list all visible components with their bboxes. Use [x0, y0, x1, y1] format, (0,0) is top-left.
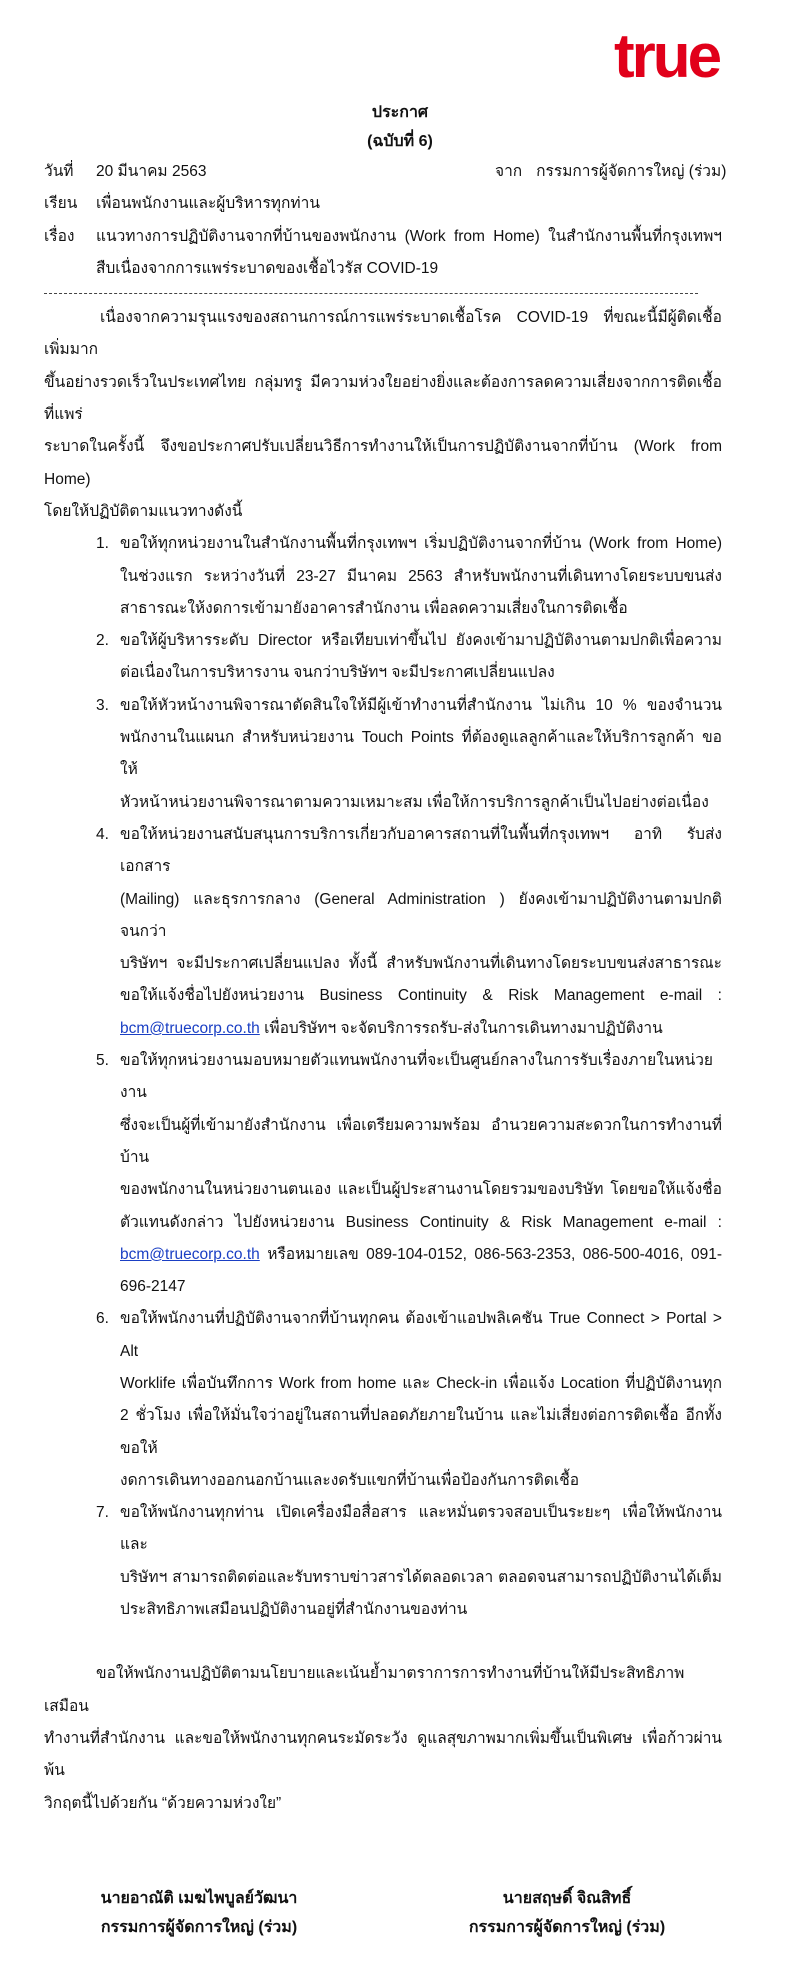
item-line: ขอให้พนักงานที่ปฏิบัติงานจากที่บ้านทุกคน ต้องเข้าแอปพลิเคชัน True Connect > Portal > Alt — [120, 1310, 722, 1360]
item-line: (Mailing) และธุรการกลาง (General Administration ) ยังคงเข้ามาปฏิบัติงานตามปกติ จนกว่า — [120, 890, 722, 940]
item-line: ในช่วงแรก ระหว่างวันที่ 23-27 มีนาคม 2563 สำหรับพนักงานที่เดินทางโดยระบบขนส่ง — [120, 567, 722, 585]
email-link[interactable]: bcm@truecorp.co.th — [120, 1019, 260, 1037]
intro-line: ระบาดในครั้งนี้ จึงขอประกาศปรับเปลี่ยนวิธีการทำงานให้เป็นการปฏิบัติงานจากที่บ้าน (Work from Home) — [44, 438, 722, 488]
to-row — [44, 188, 722, 220]
item-line: Worklife เพื่อบันทึกการ Work from home และ Check-in เพื่อแจ้ง Location ที่ปฏิบัติงานทุก — [120, 1374, 722, 1392]
closing-line: ทำงานที่สำนักงาน และขอให้พนักงานทุกคนระมัดระวัง ดูแลสุขภาพมากเพิ่มขึ้นเป็นพิเศษ เพื่อก้าวผ่านพ้น — [44, 1729, 722, 1780]
list-item — [96, 819, 722, 1045]
item-line — [120, 1013, 722, 1045]
subject-line: สืบเนื่องจากการแพร่ระบาดของเชื้อไวรัส COVID-19 — [96, 259, 439, 277]
item-line: ขอให้พนักงานทุกท่าน เปิดเครื่องมือสื่อสาร และหมั่นตรวจสอบเป็นระยะๆ เพื่อให้พนักงานและ — [120, 1504, 722, 1554]
list-item — [96, 690, 722, 819]
intro-paragraph — [44, 302, 722, 528]
subject-row — [44, 221, 722, 286]
item-line: สาธารณะให้งดการเข้ามายังอาคารสำนักงาน เพื่อลดความเสี่ยงในการติดเชื้อ — [120, 599, 628, 617]
signatory-name: นายอาณัติ เมฆไพบูลย์วัฒนา — [100, 1889, 298, 1907]
signatures — [44, 1884, 722, 1942]
item-line: ขอให้ผู้บริหารระดับ Director หรือเทียบเท่าขึ้นไป ยังคงเข้ามาปฏิบัติงานตามปกติเพื่อความ — [120, 632, 722, 650]
item-number: 7. — [96, 1504, 109, 1522]
item-line: ต่อเนื่องในการบริหารงาน จนกว่าบริษัทฯ จะมีประกาศเปลี่ยนแปลง — [120, 664, 555, 682]
item-number: 5. — [96, 1052, 109, 1070]
date-value: 20 มีนาคม 2563 — [96, 163, 207, 180]
signature-block-2 — [412, 1884, 722, 1942]
list-item — [96, 1303, 722, 1497]
date-label: วันที่ — [44, 163, 74, 180]
signature-block-1 — [44, 1884, 354, 1942]
item-number: 3. — [96, 696, 109, 714]
item-line: ขอให้ทุกหน่วยงานในสำนักงานพื้นที่กรุงเทพฯ เริ่มปฏิบัติงานจากที่บ้าน (Work from Home) — [120, 535, 722, 553]
true-logo: true — [614, 22, 720, 91]
email-link[interactable]: bcm@truecorp.co.th — [120, 1245, 260, 1263]
item-line: ขอให้แจ้งชื่อไปยังหน่วยงาน Business Continuity & Risk Management e-mail : — [120, 987, 722, 1005]
to-value: เพื่อนพนักงานและผู้บริหารทุกท่าน — [96, 195, 320, 213]
signatory-title: กรรมการผู้จัดการใหญ่ (ร่วม) — [468, 1918, 666, 1936]
item-number: 2. — [96, 632, 109, 650]
numbered-list — [44, 528, 722, 1626]
item-text: เพื่อบริษัทฯ จะจัดบริการรถรับ-ส่งในการเดินทางมาปฏิบัติงาน — [259, 1019, 663, 1037]
list-item — [96, 528, 722, 625]
subject-line: แนวทางการปฏิบัติงานจากที่บ้านของพนักงาน (Work from Home) ในสำนักงานพื้นที่กรุงเทพฯ — [96, 227, 722, 245]
from-value: กรรมการผู้จัดการใหญ่ (ร่วม) — [536, 163, 727, 180]
from-group — [495, 156, 726, 188]
item-line: ขอให้ทุกหน่วยงานมอบหมายตัวแทนพนักงานที่จะเป็นศูนย์กลางในการรับเรื่องภายในหน่วยงาน — [120, 1052, 714, 1102]
intro-line: โดยให้ปฏิบัติตามแนวทางดังนี้ — [44, 502, 243, 520]
date-row — [44, 156, 727, 188]
item-line: งดการเดินทางออกนอกบ้านและงดรับแขกที่บ้านเพื่อป้องกันการติดเชื้อ — [120, 1471, 580, 1489]
from-label: จาก — [495, 163, 523, 180]
list-item — [96, 1497, 722, 1626]
intro-line: เนื่องจากความรุนแรงของสถานการณ์การแพร่ระบาดเชื้อโรค COVID-19 ที่ขณะนี้มีผู้ติดเชื้อเพิ่มมาก — [44, 309, 722, 359]
page-title: ประกาศ — [371, 104, 429, 121]
item-line — [120, 1239, 722, 1271]
to-label: เรียน — [44, 195, 78, 213]
closing-line: ขอให้พนักงานปฏิบัติตามนโยบายและเน้นย้ำมาตราการการทำงานที่บ้านให้มีประสิทธิภาพเสมือน — [44, 1665, 685, 1715]
item-line: บริษัทฯ จะมีประกาศเปลี่ยนแปลง ทั้งนี้ สำหรับพนักงานที่เดินทางโดยระบบขนส่งสาธารณะ — [120, 955, 722, 973]
item-number: 1. — [96, 535, 109, 553]
item-line: 2 ชั่วโมง เพื่อให้มั่นใจว่าอยู่ในสถานที่ปลอดภัยภายในบ้าน และไม่เสี่ยงต่อการติดเชื้อ อีกทั้งขอให้ — [120, 1407, 722, 1457]
list-item — [96, 625, 722, 690]
page-subtitle: (ฉบับที่ 6) — [367, 133, 433, 150]
item-line: 696-2147 — [120, 1278, 186, 1296]
item-line: ตัวแทนดังกล่าว ไปยังหน่วยงาน Business Continuity & Risk Management e-mail : — [120, 1213, 722, 1231]
closing-paragraph — [44, 1658, 722, 1819]
subject-label: เรื่อง — [44, 227, 75, 245]
item-line: ขอให้หน่วยงานสนับสนุนการบริการเกี่ยวกับอาคารสถานที่ในพื้นที่กรุงเทพฯ อาทิ รับส่งเอกสาร — [120, 825, 722, 876]
item-line: ของพนักงานในหน่วยงานตนเอง และเป็นผู้ประสานงานโดยรวมของบริษัท โดยขอให้แจ้งชื่อ — [120, 1181, 722, 1199]
intro-line: ขึ้นอย่างรวดเร็วในประเทศไทย กลุ่มทรู มีความห่วงใยอย่างยิ่งและต้องการลดความเสี่ยงจากการติดเชื้อที่แพร่ — [44, 373, 722, 424]
item-line: ประสิทธิภาพเสมือนปฏิบัติงานอยู่ที่สำนักงานของท่าน — [120, 1601, 468, 1619]
item-line: ขอให้หัวหน้างานพิจารณาตัดสินใจให้มีผู้เข้าทำงานที่สำนักงาน ไม่เกิน 10 % ของจำนวน — [120, 696, 722, 714]
item-text: หรือหมายเลข 089-104-0152, 086-563-2353, 086-500-4016, 091- — [259, 1245, 722, 1263]
item-number: 6. — [96, 1310, 109, 1328]
item-line: ซึ่งจะเป็นผู้ที่เข้ามายังสำนักงาน เพื่อเตรียมความพร้อม อำนวยความสะดวกในการทำงานที่บ้าน — [120, 1116, 722, 1166]
item-number: 4. — [96, 825, 109, 843]
item-line: พนักงานในแผนก สำหรับหน่วยงาน Touch Points ที่ต้องดูแลลูกค้าและให้บริการลูกค้า ขอให้ — [120, 729, 722, 779]
signatory-name: นายสฤษดิ์ จิณสิทธิ์ — [502, 1889, 632, 1907]
item-line: บริษัทฯ สามารถติดต่อและรับทราบข่าวสารได้ตลอดเวลา ตลอดจนสามารถปฏิบัติงานได้เต็ม — [120, 1568, 722, 1586]
item-line: หัวหน้าหน่วยงานพิจารณาตามความเหมาะสม เพื่อให้การบริการลูกค้าเป็นไปอย่างต่อเนื่อง — [120, 793, 709, 811]
list-item — [96, 1045, 722, 1303]
signatory-title: กรรมการผู้จัดการใหญ่ (ร่วม) — [100, 1918, 298, 1936]
closing-line: วิกฤตนี้ไปด้วยกัน “ด้วยความห่วงใย” — [44, 1794, 282, 1812]
divider — [44, 293, 698, 294]
